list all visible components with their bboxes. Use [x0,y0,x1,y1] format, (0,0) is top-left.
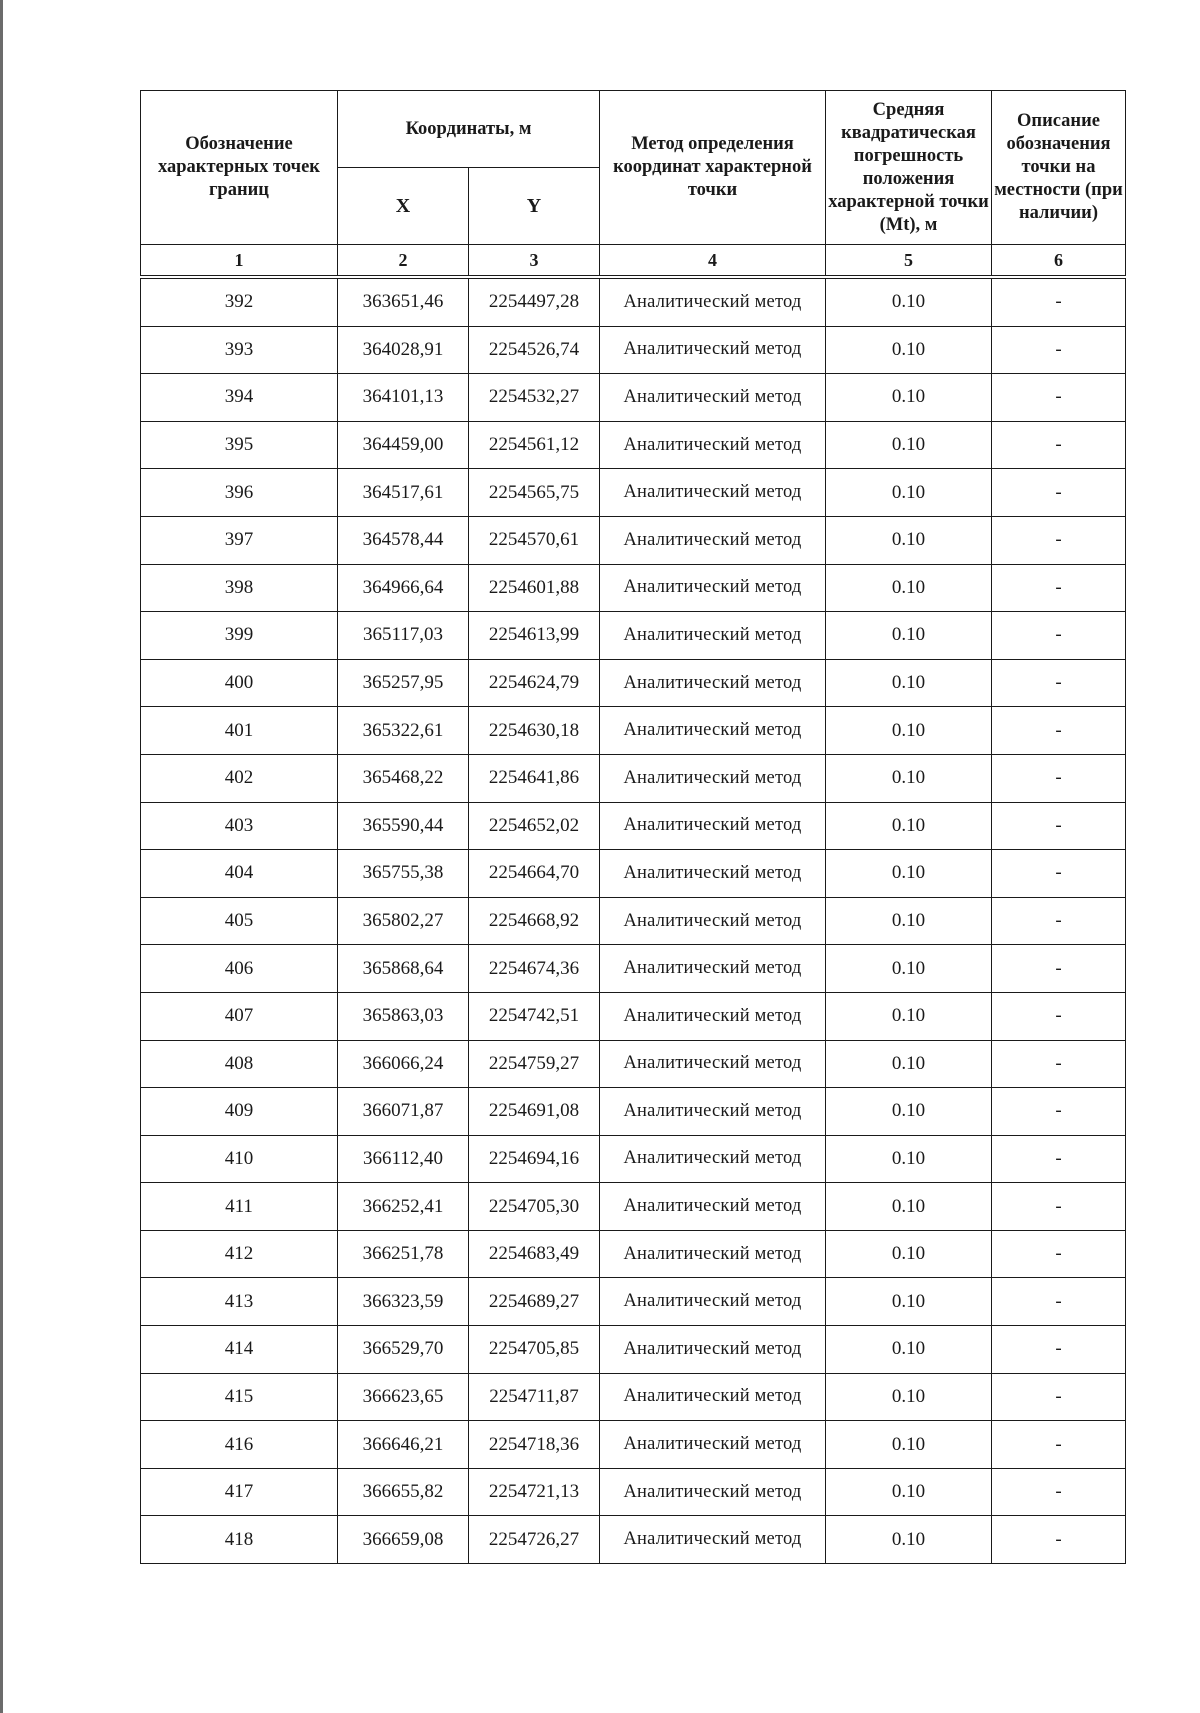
cell-x: 366655,82 [338,1468,469,1516]
cell-point-id: 410 [141,1135,338,1183]
cell-y: 2254652,02 [469,802,600,850]
cell-point-id: 413 [141,1278,338,1326]
table-row [141,1421,1126,1469]
header-method: Метод определения координат характерной точки [600,91,826,245]
table-body [141,276,1126,1564]
table-row [141,707,1126,755]
cell-mt: 0.10 [826,421,992,469]
cell-method: Аналитический метод [600,1040,826,1088]
cell-y: 2254711,87 [469,1373,600,1421]
cell-description: - [992,279,1126,327]
table-row [141,612,1126,660]
cell-mt: 0.10 [826,897,992,945]
cell-point-id: 400 [141,659,338,707]
cell-description: - [992,1326,1126,1374]
cell-description: - [992,326,1126,374]
cell-method: Аналитический метод [600,374,826,422]
document-page [140,90,1125,1564]
cell-mt: 0.10 [826,564,992,612]
cell-method: Аналитический метод [600,1421,826,1469]
cell-mt: 0.10 [826,374,992,422]
cell-description: - [992,469,1126,517]
cell-mt: 0.10 [826,1135,992,1183]
cell-x: 366112,40 [338,1135,469,1183]
table-header [141,91,1126,276]
cell-x: 366623,65 [338,1373,469,1421]
cell-method: Аналитический метод [600,754,826,802]
cell-y: 2254613,99 [469,612,600,660]
cell-method: Аналитический метод [600,326,826,374]
table-row [141,1183,1126,1231]
cell-y: 2254630,18 [469,707,600,755]
cell-mt: 0.10 [826,612,992,660]
cell-mt: 0.10 [826,1088,992,1136]
cell-x: 366529,70 [338,1326,469,1374]
cell-description: - [992,516,1126,564]
cell-x: 366323,59 [338,1278,469,1326]
cell-mt: 0.10 [826,850,992,898]
cell-point-id: 411 [141,1183,338,1231]
cell-mt: 0.10 [826,516,992,564]
column-number: 2 [338,245,469,276]
cell-point-id: 412 [141,1230,338,1278]
header-coordinates: Координаты, м [338,91,600,168]
cell-point-id: 414 [141,1326,338,1374]
cell-description: - [992,850,1126,898]
cell-mt: 0.10 [826,279,992,327]
cell-x: 364966,64 [338,564,469,612]
table-row [141,1326,1126,1374]
cell-description: - [992,421,1126,469]
cell-mt: 0.10 [826,992,992,1040]
cell-x: 365868,64 [338,945,469,993]
cell-x: 365117,03 [338,612,469,660]
cell-point-id: 404 [141,850,338,898]
cell-y: 2254718,36 [469,1421,600,1469]
cell-x: 364459,00 [338,421,469,469]
cell-point-id: 397 [141,516,338,564]
table-row [141,897,1126,945]
cell-y: 2254721,13 [469,1468,600,1516]
cell-description: - [992,612,1126,660]
cell-y: 2254742,51 [469,992,600,1040]
cell-description: - [992,564,1126,612]
cell-y: 2254641,86 [469,754,600,802]
cell-method: Аналитический метод [600,1230,826,1278]
cell-description: - [992,659,1126,707]
table-row [141,850,1126,898]
cell-x: 364578,44 [338,516,469,564]
column-number: 5 [826,245,992,276]
cell-method: Аналитический метод [600,1278,826,1326]
cell-point-id: 396 [141,469,338,517]
table-row [141,374,1126,422]
cell-point-id: 417 [141,1468,338,1516]
cell-method: Аналитический метод [600,707,826,755]
table-row [141,945,1126,993]
cell-method: Аналитический метод [600,564,826,612]
cell-point-id: 407 [141,992,338,1040]
cell-mt: 0.10 [826,1468,992,1516]
column-number: 1 [141,245,338,276]
scan-left-edge [0,0,3,1713]
cell-point-id: 418 [141,1516,338,1564]
cell-y: 2254705,85 [469,1326,600,1374]
cell-x: 364517,61 [338,469,469,517]
cell-y: 2254601,88 [469,564,600,612]
table-row [141,754,1126,802]
column-number: 6 [992,245,1126,276]
table-row [141,1373,1126,1421]
cell-x: 365257,95 [338,659,469,707]
cell-y: 2254532,27 [469,374,600,422]
table-row [141,516,1126,564]
table-row [141,1230,1126,1278]
table-row [141,326,1126,374]
cell-method: Аналитический метод [600,897,826,945]
table-row [141,1516,1126,1564]
cell-method: Аналитический метод [600,1373,826,1421]
cell-x: 365590,44 [338,802,469,850]
cell-mt: 0.10 [826,1183,992,1231]
cell-method: Аналитический метод [600,1088,826,1136]
cell-point-id: 392 [141,279,338,327]
table-row [141,659,1126,707]
cell-description: - [992,1135,1126,1183]
cell-point-id: 402 [141,754,338,802]
cell-mt: 0.10 [826,1326,992,1374]
cell-x: 366251,78 [338,1230,469,1278]
cell-description: - [992,1088,1126,1136]
header-x: X [338,168,469,245]
cell-x: 363651,46 [338,279,469,327]
cell-mt: 0.10 [826,1040,992,1088]
cell-description: - [992,1468,1126,1516]
cell-point-id: 393 [141,326,338,374]
cell-point-id: 408 [141,1040,338,1088]
cell-description: - [992,754,1126,802]
cell-method: Аналитический метод [600,802,826,850]
cell-y: 2254691,08 [469,1088,600,1136]
cell-point-id: 415 [141,1373,338,1421]
cell-mt: 0.10 [826,802,992,850]
table-row [141,1040,1126,1088]
header-y: Y [469,168,600,245]
cell-x: 365755,38 [338,850,469,898]
cell-y: 2254726,27 [469,1516,600,1564]
cell-point-id: 406 [141,945,338,993]
cell-method: Аналитический метод [600,1135,826,1183]
cell-x: 364101,13 [338,374,469,422]
cell-description: - [992,707,1126,755]
header-point-description: Описание обозначения точки на местности (при наличии) [992,91,1126,245]
table-row [141,1468,1126,1516]
cell-description: - [992,802,1126,850]
cell-description: - [992,897,1126,945]
header-point-designation: Обозначение характерных точек границ [141,91,338,245]
cell-mt: 0.10 [826,1516,992,1564]
cell-description: - [992,1183,1126,1231]
cell-mt: 0.10 [826,659,992,707]
cell-x: 366066,24 [338,1040,469,1088]
cell-description: - [992,1373,1126,1421]
column-number: 3 [469,245,600,276]
table-row [141,992,1126,1040]
cell-method: Аналитический метод [600,516,826,564]
cell-mt: 0.10 [826,945,992,993]
cell-method: Аналитический метод [600,850,826,898]
table-row [141,279,1126,327]
cell-point-id: 409 [141,1088,338,1136]
cell-y: 2254689,27 [469,1278,600,1326]
cell-y: 2254705,30 [469,1183,600,1231]
cell-mt: 0.10 [826,754,992,802]
cell-y: 2254561,12 [469,421,600,469]
table-row [141,1278,1126,1326]
column-numbers-row [141,245,1126,276]
cell-mt: 0.10 [826,1230,992,1278]
cell-description: - [992,1421,1126,1469]
cell-description: - [992,992,1126,1040]
cell-y: 2254694,16 [469,1135,600,1183]
cell-y: 2254674,36 [469,945,600,993]
cell-description: - [992,1230,1126,1278]
cell-x: 364028,91 [338,326,469,374]
cell-method: Аналитический метод [600,1326,826,1374]
cell-x: 366659,08 [338,1516,469,1564]
cell-method: Аналитический метод [600,1183,826,1231]
cell-method: Аналитический метод [600,279,826,327]
cell-description: - [992,374,1126,422]
cell-x: 366252,41 [338,1183,469,1231]
cell-description: - [992,1516,1126,1564]
cell-y: 2254497,28 [469,279,600,327]
cell-method: Аналитический метод [600,421,826,469]
cell-x: 366646,21 [338,1421,469,1469]
table-row [141,469,1126,517]
cell-mt: 0.10 [826,1421,992,1469]
header-mean-square-error: Средняя квадратическая погрешность положения характерной точки (Mt), м [826,91,992,245]
cell-mt: 0.10 [826,1373,992,1421]
table-row [141,1088,1126,1136]
cell-point-id: 403 [141,802,338,850]
cell-y: 2254570,61 [469,516,600,564]
cell-y: 2254683,49 [469,1230,600,1278]
table-row [141,421,1126,469]
cell-method: Аналитический метод [600,612,826,660]
table-row [141,802,1126,850]
cell-x: 365468,22 [338,754,469,802]
cell-x: 365863,03 [338,992,469,1040]
cell-mt: 0.10 [826,707,992,755]
cell-method: Аналитический метод [600,1516,826,1564]
cell-y: 2254664,70 [469,850,600,898]
cell-mt: 0.10 [826,469,992,517]
cell-mt: 0.10 [826,1278,992,1326]
cell-y: 2254565,75 [469,469,600,517]
cell-point-id: 399 [141,612,338,660]
cell-description: - [992,1040,1126,1088]
column-number: 4 [600,245,826,276]
cell-y: 2254526,74 [469,326,600,374]
cell-method: Аналитический метод [600,992,826,1040]
cell-description: - [992,1278,1126,1326]
cell-method: Аналитический метод [600,1468,826,1516]
cell-point-id: 395 [141,421,338,469]
table-row [141,1135,1126,1183]
cell-method: Аналитический метод [600,945,826,993]
cell-point-id: 398 [141,564,338,612]
cell-point-id: 401 [141,707,338,755]
cell-point-id: 416 [141,1421,338,1469]
cell-x: 365802,27 [338,897,469,945]
cell-y: 2254624,79 [469,659,600,707]
cell-mt: 0.10 [826,326,992,374]
cell-point-id: 394 [141,374,338,422]
table-row [141,564,1126,612]
cell-y: 2254668,92 [469,897,600,945]
cell-method: Аналитический метод [600,659,826,707]
cell-x: 366071,87 [338,1088,469,1136]
cell-description: - [992,945,1126,993]
cell-y: 2254759,27 [469,1040,600,1088]
cell-point-id: 405 [141,897,338,945]
cell-x: 365322,61 [338,707,469,755]
cell-method: Аналитический метод [600,469,826,517]
boundary-points-table [140,90,1126,1564]
